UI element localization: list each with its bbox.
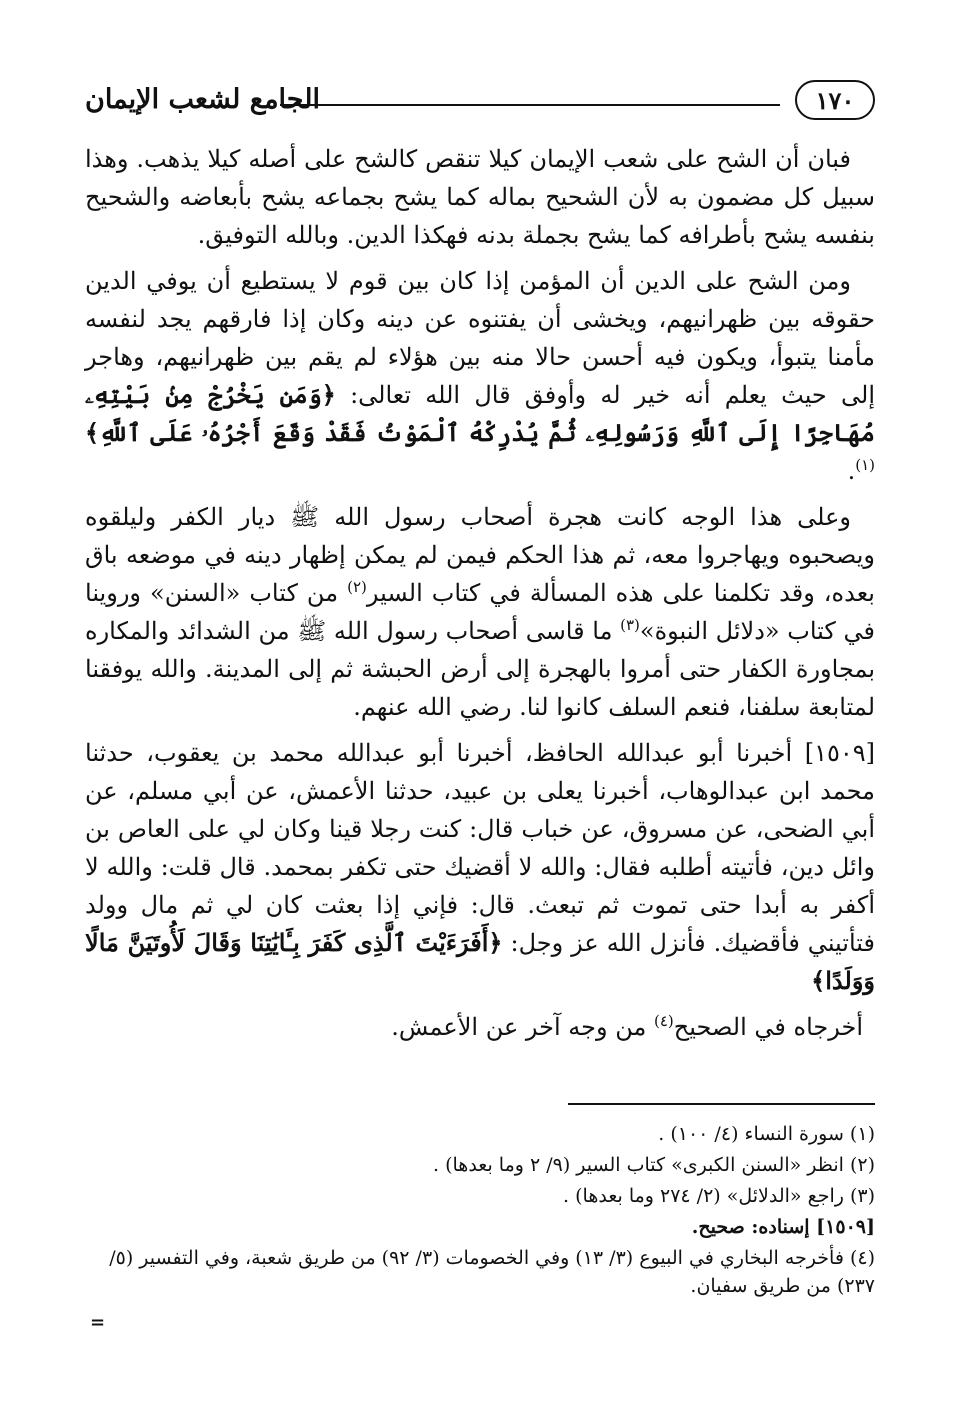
hadith-text: [١٥٠٩] أخبرنا أبو عبدالله الحافظ، أخبرنا أبو عبدالله محمد بن يعقوب، حدثنا محمد ابن عبدالوهاب، أخبرنا يعلى بن عبيد، حدثنا الأعمش، عن أبي مسلم، عن أبي الضحى، عن مسروق، عن خباب قال: كنت رجلا قينا وكان لي على العاص بن وائل دين، فأتيته أطلبه فقال: والله لا أقضيك حتى تكفر بمحمد. قال قلت: والله لا أكفر به أبدا حتى تموت ثم تبعث. قال: فإني إذا بعثت كان لي ثم مال وولد فتأتيني فأقضيك. فأنزل الله عز وجل: [85,739,876,957]
paragraph-2-end: . [847,457,856,485]
continuation-mark: = [90,1312,106,1333]
paragraph-2 [85,262,875,490]
page-header [85,80,875,124]
footnote-ref-4: (٤) [653,1012,674,1030]
footnote-separator [568,1103,875,1105]
paragraph-1: فبان أن الشح على شعب الإيمان كيلا تنقص كالشح على أصله كيلا يذهب. وهذا سبيل كل مضمون به لأن الشحيح بماله كما يشح بجماعه يشح بأبعاضه والشحيح بنفسه يشح بأطرافه كما يشح بجملة بدنه فهكذا الدين. وبالله التوفيق. [85,145,875,249]
paragraph-3-text-c: ما قاسى أصحاب رسول الله ﷺ من الشدائد والمكاره بمجاورة الكفار حتى أمروا بالهجرة إلى أرض الحبشة ثم إلى المدينة. والله يوفقنا لمتابعة سلفنا، فنعم السلف كانوا لنا. رضي الله عنهم. [85,617,875,721]
footnote-3: (٣) راجع «الدلائل» (٢/ ٢٧٤ وما بعدها) . [563,1185,875,1207]
page-number: ١٧٠ [795,80,875,120]
footnote-ref-3: (٣) [620,616,640,634]
footnotes [85,1120,875,1303]
paragraph-2-text: ومن الشح على الدين أن المؤمن إذا كان بين قوم لا يستطيع أن يوفي الدين حقوقه بين ظهرانيهم، ويخشى أن يفتنوه عن دينه وكان إذا فارقهم يجد لنفسه مأمنا يتبوأ، ويكون فيه أحسن حالا منه بين هؤلاء لم يقم بين ظهرانيهم، وهاجر إلى حيث يعلم أنه خير له وأوفق قال الله تعالى: [85,267,875,409]
footnote-isnad: [١٥٠٩] إسناده: صحيح. [691,1216,875,1238]
footnote-ref-2: (٢) [347,578,367,596]
takhrij-text-a: أخرجاه في الصحيح [673,1013,863,1041]
paragraph-3-text-a: وعلى هذا الوجه كانت هجرة أصحاب رسول الله ﷺ ديار الكفر وليلقوه ويصحبوه ويهاجروا معه، ثم هذا الحكم فيمن لم يمكن إظهار دينه في موضعه باق بعده، وقد تكلمنا على هذه المسألة في كتاب السير [85,503,875,607]
footnote-2: (٢) انظر «السنن الكبرى» كتاب السير (٩/ ٢ وما بعدها) . [433,1154,875,1176]
takhrij-line [85,1008,875,1046]
hadith-1509 [85,734,875,1000]
main-text [85,140,875,1054]
running-title: الجامع لشعب الإيمان [85,84,320,115]
quran-verse-2: ﴿أَفَرَءَيْتَ ٱلَّذِى كَفَرَ بِـَٔايَٰتِنَا وَقَالَ لَأُوتَيَنَّ مَالًا وَوَلَدًا﴾ [85,928,875,995]
quran-verse: ﴿وَمَن يَخْرُجْ مِنۢ بَيْتِهِۦ مُهَاجِرًا إِلَى ٱللَّهِ وَرَسُولِهِۦ ثُمَّ يُدْرِكْهُ ٱلْمَوْتُ فَقَدْ وَقَعَ أَجْرُهُۥ عَلَى ٱللَّهِ﴾ [85,380,875,447]
footnote-ref-1: (١) [855,456,875,474]
header-rule [280,104,780,106]
footnote-1: (١) سورة النساء (٤/ ١٠٠) . [658,1123,875,1145]
footnote-4: (٤) فأخرجه البخاري في البيوع (٣/ ١٣) وفي الخصومات (٣/ ٩٢) من طريق شعبة، وفي التفسير (٥/ ٢٣٧) من طريق سفيان. [109,1247,875,1297]
paragraph-3 [85,498,875,726]
takhrij-text-b: من وجه آخر عن الأعمش. [391,1013,654,1041]
paragraph-3-text-b: من كتاب «السنن» وروينا في كتاب «دلائل النبوة» [85,579,875,645]
